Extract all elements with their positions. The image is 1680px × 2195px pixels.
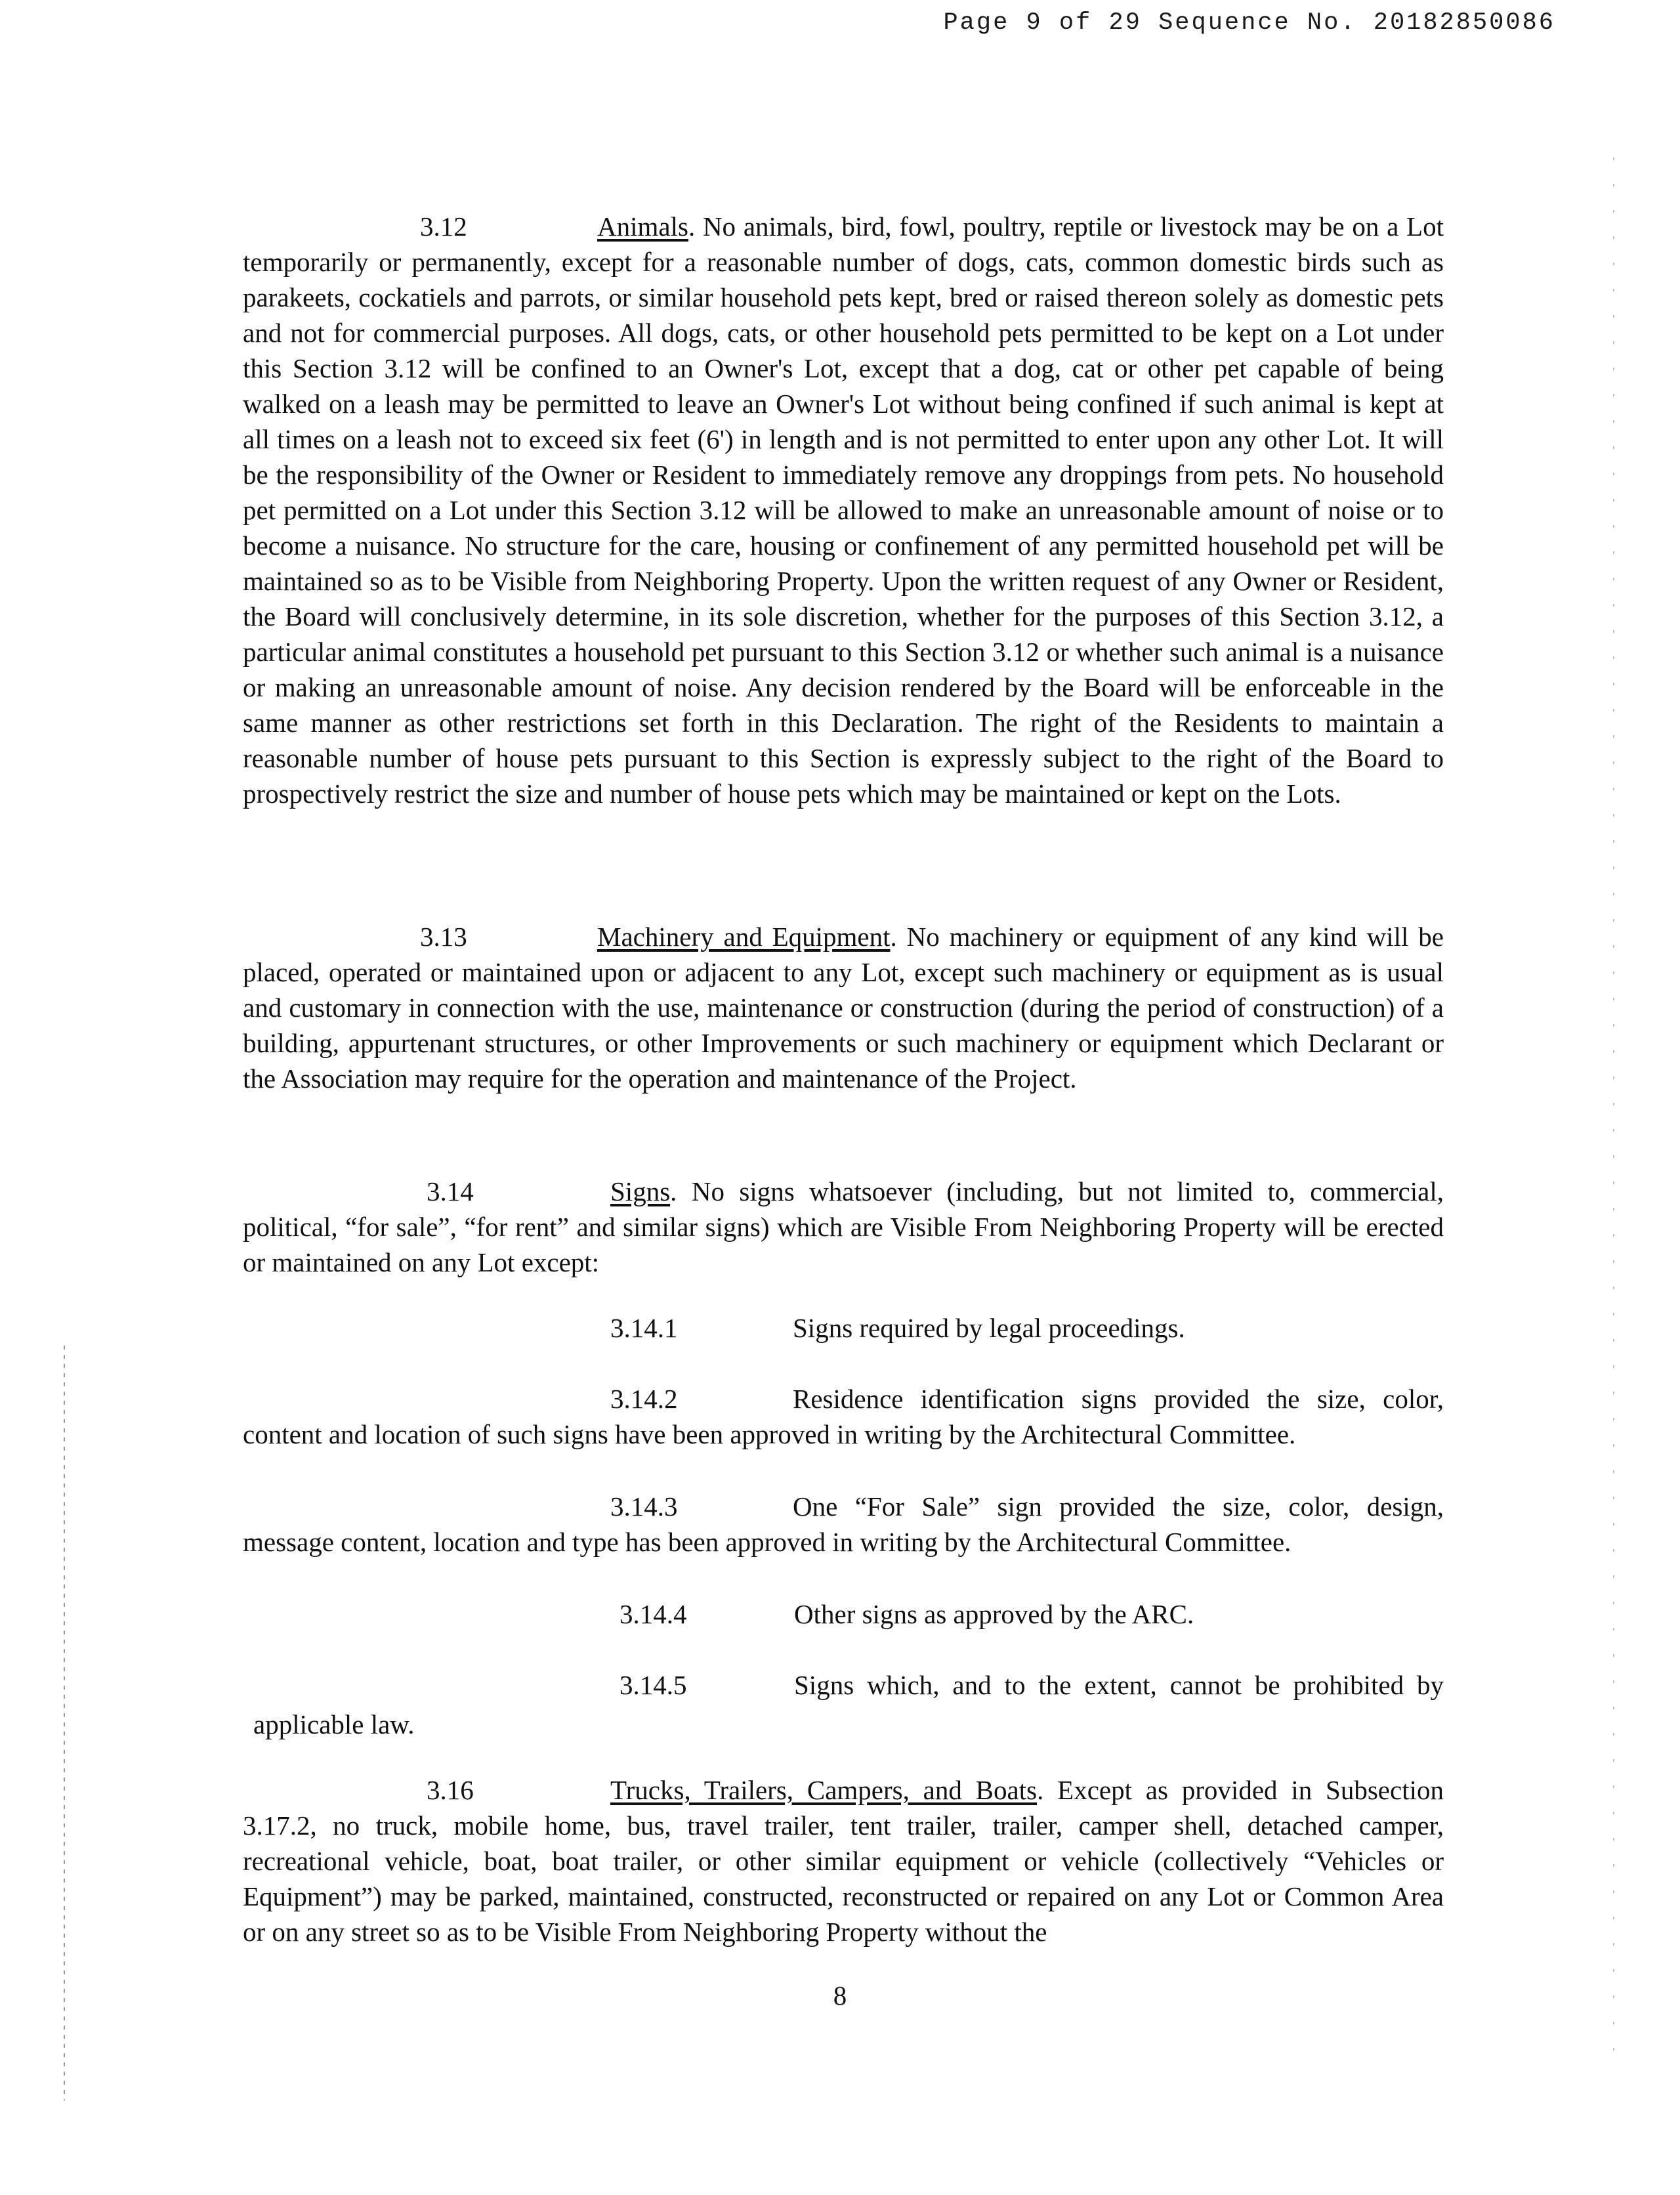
section-3-13 — [243, 919, 1444, 1129]
subsection-continuation: message content, location and type has been approved in writing by the Architectural Committee. — [243, 1527, 1292, 1557]
section-3-14 — [243, 1174, 1444, 1313]
section-heading: Trucks, Trailers, Campers, and Boats — [610, 1775, 1038, 1805]
subsection-number: 3.14.1 — [610, 1313, 678, 1343]
subsection-text: Residence identification signs provided the size, color, — [793, 1384, 1444, 1414]
section-number: 3.16 — [427, 1775, 474, 1805]
section-paragraph — [243, 209, 1444, 811]
section-paragraph — [243, 1772, 1444, 1950]
page-header: Page 9 of 29 Sequence No. 20182850086 — [943, 9, 1555, 37]
section-body: . Except as provided in Subsection 3.17.2, no truck, mobile home, bus, travel trailer, tent trailer, trailer, camper shell, detached camper, recreational vehicle, boat, boat trailer, or other similar equipment or vehicle (collectively “Vehicles or Equipment”) may be parked, maintained, constructed, reconstructed or repaired on any Lot or Common Area or on any street so as to be Visible From Neighboring Property without the — [243, 1775, 1444, 1947]
section-number: 3.12 — [420, 211, 467, 242]
section-heading: Machinery and Equipment — [597, 922, 891, 952]
subsection-continuation: content and location of such signs have been approved in writing by the Architectural Committee. — [243, 1419, 1296, 1449]
section-paragraph — [243, 1174, 1444, 1280]
subsection-number: 3.14.5 — [620, 1670, 687, 1700]
section-3-16 — [243, 1772, 1444, 1982]
section-heading: Signs — [610, 1176, 671, 1206]
section-3-12 — [243, 209, 1444, 844]
page-number: 8 — [833, 1980, 847, 2011]
section-paragraph — [243, 919, 1444, 1096]
section-number: 3.13 — [420, 922, 467, 952]
subsection-text: One “For Sale” sign provided the size, color, design, — [793, 1491, 1444, 1522]
section-body: . No signs whatsoever (including, but not limited to, commercial, political, “for sale”, “for rent” and similar signs) which are Visible From Neighboring Property will be erected or maintained on any Lot except: — [243, 1176, 1444, 1277]
subsection-number: 3.14.3 — [610, 1491, 678, 1522]
subsection-number: 3.14.2 — [610, 1384, 678, 1414]
section-body: . No animals, bird, fowl, poultry, reptile or livestock may be on a Lot temporarily or permanently, except for a reasonable number of dogs, cats, common domestic birds such as parakeets, cockatiels and parrots, or similar household pets kept, bred or raised thereon solely as domestic pets and not for commercial purposes. All dogs, cats, or other household pets permitted to be kept on a Lot under this Section 3.12 will be confined to an Owner's Lot, except that a dog, cat or other pet capable of being walked on a leash may be permitted to leave an Owner's Lot without being confined if such animal is kept at all times on a leash not to exceed six feet (6') in length and is not permitted to enter upon any other Lot. It will be the responsibility of the Owner or Resident to immediately remove any droppings from pets. No household pet permitted on a Lot under this Section 3.12 will be allowed to make an unreasonable amount of noise or to become a nuisance. No structure for the care, housing or confinement of any permitted household pet will be maintained so as to be Visible from Neighboring Property. Upon the written request of any Owner or Resident, the Board will conclusively determine, in its sole discretion, whether for the purposes of this Section 3.12, a particular animal constitutes a household pet pursuant to this Section 3.12 or whether such animal is a nuisance or making an unreasonable amount of noise. Any decision rendered by the Board will be enforceable in the same manner as other restrictions set forth in this Declaration. The right of the Residents to maintain a reasonable number of house pets pursuant to this Section is expressly subject to the right of the Board to prospectively restrict the size and number of house pets which may be maintained or kept on the Lots. — [243, 211, 1444, 809]
section-number: 3.14 — [427, 1176, 474, 1206]
section-heading: Animals — [597, 211, 688, 242]
subsection-number: 3.14.4 — [620, 1599, 687, 1629]
scan-edge-right — [1613, 158, 1614, 2061]
subsection-text: Other signs as approved by the ARC. — [794, 1599, 1194, 1629]
subsection-text: Signs which, and to the extent, cannot be prohibited by — [794, 1670, 1444, 1700]
subsection-text: Signs required by legal proceedings. — [793, 1313, 1185, 1343]
subsection-continuation: applicable law. — [253, 1709, 415, 1739]
section-body: . No machinery or equipment of any kind will be placed, operated or maintained upon or adjacent to any Lot, except such machinery or equipment as is usual and customary in connection with the use, maintenance or construction (during the period of construction) of a building, appurtenant structures, or other Improvements or such machinery or equipment which Declarant or the Association may require for the operation and maintenance of the Project. — [243, 922, 1444, 1094]
